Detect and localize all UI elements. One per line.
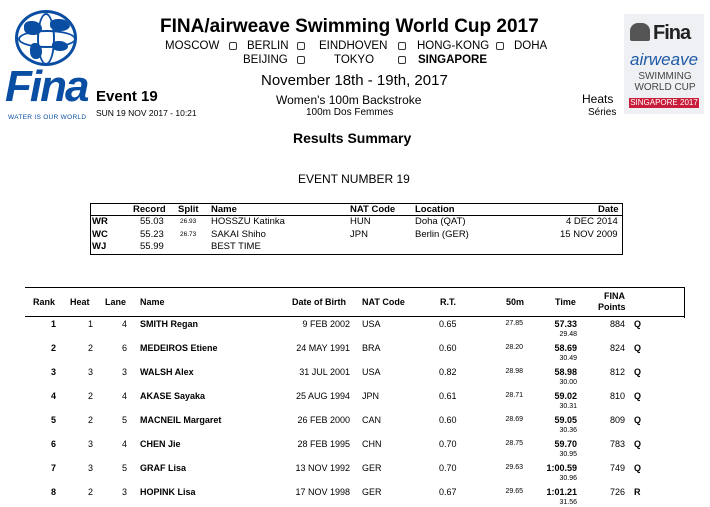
result-qualifier: Q (634, 343, 642, 353)
result-nat: CAN (362, 415, 382, 425)
result-points: 783 (609, 439, 625, 449)
result-split50: 29.63 (505, 464, 523, 471)
rec-time: 55.99 (140, 241, 164, 252)
result-rank: 1 (51, 319, 57, 329)
city-berlin: BERLIN (247, 40, 289, 52)
result-nat: GER (362, 463, 382, 473)
rec-header-split: Split (178, 204, 199, 215)
result-time: 58.98 (554, 367, 577, 377)
pin-icon (229, 42, 237, 50)
result-name: GRAF Lisa (140, 463, 187, 473)
pin-icon (496, 42, 504, 50)
event-number: Event 19 (96, 88, 158, 105)
event-name-fr: 100m Dos Femmes (306, 107, 394, 118)
result-lane: 5 (122, 415, 128, 425)
result-qualifier: Q (634, 391, 642, 401)
aw-swimming: SWIMMING (638, 71, 692, 82)
result-lane: 4 (122, 391, 128, 401)
rec-split: 26.93 (180, 218, 197, 225)
result-points: 812 (609, 367, 625, 377)
result-points: 749 (609, 463, 625, 473)
result-split50: 29.65 (505, 488, 523, 495)
result-lane: 3 (122, 367, 128, 377)
result-split50: 27.85 (505, 320, 523, 327)
result-time: 59.02 (554, 391, 577, 401)
result-qualifier: R (634, 487, 641, 497)
result-points: 884 (609, 319, 625, 329)
airweave-worldcup-logo (624, 14, 704, 114)
result-heat: 3 (88, 367, 94, 377)
rec-split: 26.73 (180, 231, 197, 238)
result-rank: 5 (51, 415, 57, 425)
rec-header-date: Date (598, 204, 619, 215)
result-qualifier: Q (634, 319, 642, 329)
result-split2: 30.36 (559, 427, 577, 434)
result-qualifier: Q (634, 463, 642, 473)
result-points: 726 (609, 487, 625, 497)
pin-icon (398, 42, 406, 50)
result-dob: 28 FEB 1995 (297, 439, 350, 449)
result-rt: 0.60 (439, 415, 457, 425)
pin-icon (398, 56, 406, 64)
result-nat: CHN (362, 439, 382, 449)
col-points-1: FINA (604, 291, 625, 301)
round-label: Heats (582, 92, 614, 106)
col-name: Name (140, 297, 165, 307)
rec-header-location: Location (415, 204, 455, 215)
result-rt: 0.60 (439, 343, 457, 353)
pin-icon (297, 56, 305, 64)
city-beijing: BEIJING (243, 54, 288, 66)
aw-airweave-text: airweave (630, 50, 699, 69)
result-points: 809 (609, 415, 625, 425)
result-qualifier: Q (634, 439, 642, 449)
result-lane: 4 (122, 439, 128, 449)
result-dob: 25 AUG 1994 (295, 391, 350, 401)
col-rt: R.T. (440, 297, 457, 307)
result-name: AKASE Sayaka (140, 391, 206, 401)
col-50m: 50m (506, 297, 525, 307)
result-rt: 0.70 (439, 439, 457, 449)
rec-date: 15 NOV 2009 (560, 229, 618, 240)
result-split50: 28.98 (505, 368, 523, 375)
result-rt: 0.65 (439, 319, 457, 329)
col-points-2: Points (598, 302, 626, 312)
result-heat: 2 (88, 487, 94, 497)
fina-wordmark: Fina (5, 62, 88, 111)
page-title: FINA/airweave Swimming World Cup 2017 (160, 16, 539, 37)
swimmer-icon (630, 23, 650, 41)
rec-nat: JPN (350, 229, 368, 240)
result-rank: 7 (51, 463, 57, 473)
rec-location: Berlin (GER) (415, 229, 469, 240)
event-number-label: EVENT NUMBER 19 (298, 172, 410, 186)
rec-header-nat: NAT Code (350, 204, 396, 215)
result-split2: 30.49 (559, 355, 577, 362)
result-heat: 2 (88, 391, 94, 401)
result-dob: 9 FEB 2002 (302, 319, 350, 329)
pin-icon (297, 42, 305, 50)
event-datetime: SUN 19 NOV 2017 - 10:21 (96, 108, 197, 118)
col-heat: Heat (70, 297, 90, 307)
rec-location: Doha (QAT) (415, 216, 466, 227)
rec-type: WJ (92, 241, 107, 252)
result-split2: 30.95 (559, 451, 577, 458)
aw-worldcup: WORLD CUP (634, 82, 696, 93)
result-qualifier: Q (634, 415, 642, 425)
city-doha: DOHA (514, 40, 548, 52)
col-time: Time (555, 297, 576, 307)
result-split50: 28.71 (505, 392, 523, 399)
result-rt: 0.61 (439, 391, 457, 401)
result-split50: 28.20 (505, 344, 523, 351)
result-name: MEDEIROS Etiene (140, 343, 218, 353)
city-moscow: MOSCOW (165, 40, 220, 52)
result-name: WALSH Alex (140, 367, 194, 377)
result-dob: 24 MAY 1991 (296, 343, 350, 353)
result-lane: 4 (122, 319, 128, 329)
result-heat: 1 (88, 319, 94, 329)
result-rank: 8 (51, 487, 57, 497)
rec-type: WR (92, 216, 108, 227)
rec-header-record: Record (133, 204, 166, 215)
result-dob: 17 NOV 1998 (295, 487, 350, 497)
result-heat: 2 (88, 343, 94, 353)
round-label-fr: Séries (588, 107, 617, 118)
result-lane: 5 (122, 463, 128, 473)
results-summary-title: Results Summary (293, 130, 412, 146)
result-heat: 3 (88, 463, 94, 473)
result-name: MACNEIL Margaret (140, 415, 222, 425)
result-heat: 3 (88, 439, 94, 449)
result-lane: 3 (122, 487, 128, 497)
col-lane: Lane (105, 297, 127, 307)
result-nat: USA (362, 319, 381, 329)
rec-time: 55.23 (140, 229, 164, 240)
aw-fina-text: Fina (653, 22, 691, 44)
rec-name: SAKAI Shiho (211, 229, 266, 240)
result-time: 59.05 (554, 415, 577, 425)
result-split2: 30.00 (559, 379, 577, 386)
result-name: SMITH Regan (140, 319, 199, 329)
result-nat: USA (362, 367, 381, 377)
result-split2: 29.48 (559, 331, 577, 338)
col-nat: NAT Code (362, 297, 405, 307)
aw-singapore-badge: SINGAPORE 2017 (630, 98, 698, 107)
result-points: 810 (609, 391, 625, 401)
result-dob: 13 NOV 1992 (295, 463, 350, 473)
result-nat: BRA (362, 343, 381, 353)
result-lane: 6 (122, 343, 128, 353)
rec-name: BEST TIME (211, 241, 261, 252)
city-hongkong: HONG-KONG (417, 40, 490, 52)
result-time: 1:00.59 (546, 463, 577, 473)
result-rt: 0.67 (439, 487, 457, 497)
result-split50: 28.75 (505, 440, 523, 447)
result-time: 1:01.21 (546, 487, 577, 497)
aw-fina-mark (630, 22, 690, 45)
rec-nat: HUN (350, 216, 371, 227)
event-name: Women's 100m Backstroke (276, 93, 422, 107)
result-split2: 30.31 (559, 403, 577, 410)
result-rank: 3 (51, 367, 57, 377)
result-rank: 2 (51, 343, 57, 353)
result-name: HOPINK Lisa (140, 487, 196, 497)
result-rank: 6 (51, 439, 57, 449)
rec-date: 4 DEC 2014 (566, 216, 618, 227)
rec-name: HOSSZU Katinka (211, 216, 285, 227)
rec-type: WC (92, 229, 108, 240)
fina-logo (5, 10, 95, 122)
city-tokyo: TOKYO (334, 54, 375, 66)
result-points: 824 (609, 343, 625, 353)
result-dob: 26 FEB 2000 (297, 415, 350, 425)
result-name: CHEN Jie (140, 439, 181, 449)
col-dob: Date of Birth (292, 297, 346, 307)
result-nat: GER (362, 487, 382, 497)
result-time: 58.69 (554, 343, 577, 353)
rec-header-name: Name (211, 204, 237, 215)
aw-swimming-text (630, 71, 700, 93)
city-singapore: SINGAPORE (418, 54, 488, 66)
result-rt: 0.70 (439, 463, 457, 473)
col-rank: Rank (33, 297, 56, 307)
result-time: 57.33 (554, 319, 577, 329)
event-dates: November 18th - 19th, 2017 (261, 72, 448, 89)
result-split50: 28.69 (505, 416, 523, 423)
fina-tagline: WATER IS OUR WORLD (8, 114, 87, 121)
result-nat: JPN (362, 391, 380, 401)
city-eindhoven: EINDHOVEN (319, 40, 388, 52)
result-time: 59.70 (554, 439, 577, 449)
result-qualifier: Q (634, 367, 642, 377)
globe-icon (15, 10, 77, 66)
result-rt: 0.82 (439, 367, 457, 377)
rec-time: 55.03 (140, 216, 164, 227)
result-split2: 30.96 (559, 475, 577, 482)
result-dob: 31 JUL 2001 (299, 367, 350, 377)
result-rank: 4 (51, 391, 57, 401)
result-split2: 31.56 (559, 499, 577, 506)
result-heat: 2 (88, 415, 94, 425)
